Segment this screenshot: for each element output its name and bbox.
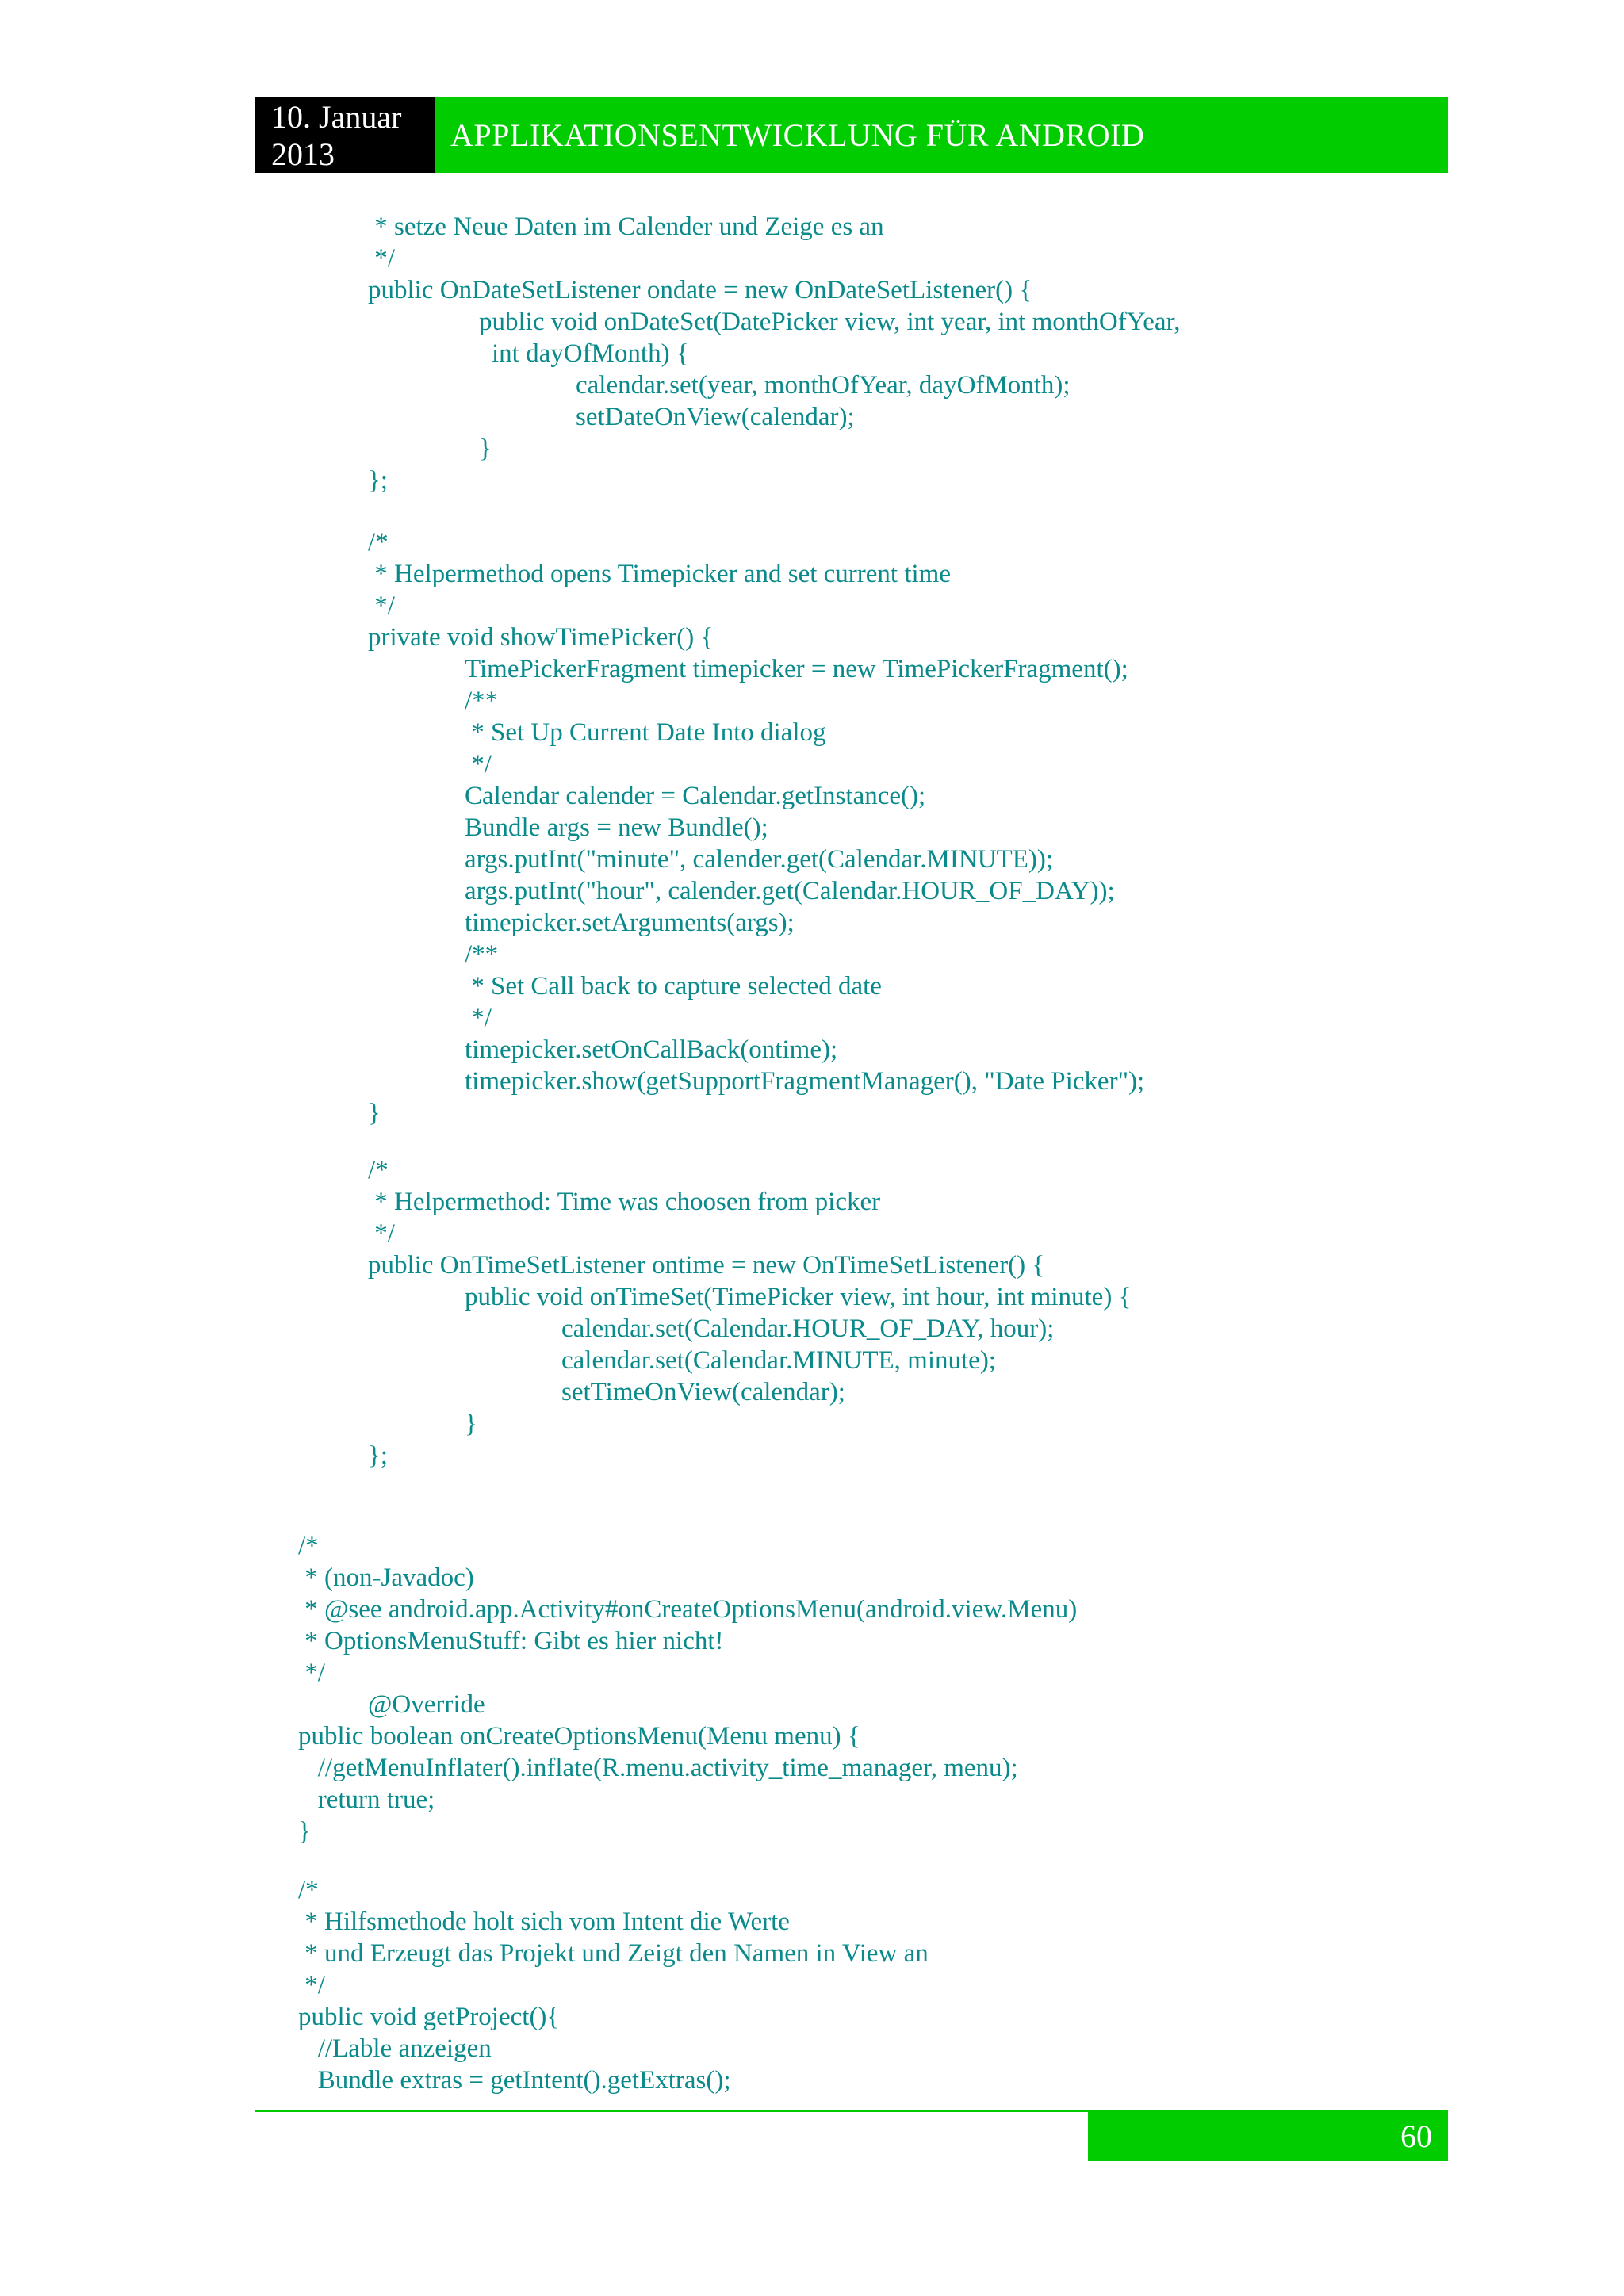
code-line: */ <box>298 1971 325 1999</box>
page-number: 60 <box>1088 2110 1448 2161</box>
code-line: */ <box>465 1004 492 1032</box>
code-line: * setze Neue Daten im Calender und Zeige es an <box>368 212 884 241</box>
code-line: args.putInt("minute", calender.get(Calendar.MINUTE)); <box>465 845 1054 874</box>
code-line: Bundle args = new Bundle(); <box>465 813 768 842</box>
code-line: */ <box>465 750 492 779</box>
code-line: * Helpermethod opens Timepicker and set current time <box>368 560 951 588</box>
code-line: */ <box>368 244 395 273</box>
code-line: calendar.set(year, monthOfYear, dayOfMonth); <box>576 371 1071 400</box>
code-line: calendar.set(Calendar.HOUR_OF_DAY, hour); <box>561 1314 1055 1343</box>
code-line: } <box>298 1817 311 1846</box>
code-line: setDateOnView(calendar); <box>576 403 855 431</box>
code-line: return true; <box>298 1785 435 1814</box>
header-date-day: 10. Januar <box>271 99 402 135</box>
code-line: /** <box>465 940 499 969</box>
code-line: }; <box>368 466 389 495</box>
code-line: */ <box>298 1659 325 1687</box>
code-line: /** <box>465 687 499 715</box>
code-line: timepicker.show(getSupportFragmentManager(), "Date Picker"); <box>465 1067 1145 1096</box>
code-line: timepicker.setOnCallBack(ontime); <box>465 1035 838 1064</box>
code-line: } <box>368 1099 381 1127</box>
code-line: }; <box>368 1441 389 1470</box>
code-line: } <box>479 434 492 463</box>
code-line: /* <box>298 1532 319 1560</box>
code-line: * @see android.app.Activity#onCreateOptionsMenu(android.view.Menu) <box>298 1595 1078 1624</box>
code-line: @Override <box>368 1690 485 1719</box>
code-line: * Set Call back to capture selected date <box>465 972 882 1001</box>
code-line: */ <box>368 591 395 620</box>
code-line: public OnDateSetListener ondate = new OnDateSetListener() { <box>368 276 1032 304</box>
code-line: setTimeOnView(calendar); <box>561 1378 845 1406</box>
code-line: */ <box>368 1219 395 1248</box>
code-line: * Hilfsmethode holt sich vom Intent die Werte <box>298 1908 790 1936</box>
code-line: * OptionsMenuStuff: Gibt es hier nicht! <box>298 1627 724 1655</box>
code-line: public void getProject(){ <box>298 2003 560 2031</box>
code-line: private void showTimePicker() { <box>368 623 714 652</box>
code-line: public boolean onCreateOptionsMenu(Menu menu) { <box>298 1722 860 1751</box>
code-line: args.putInt("hour", calender.get(Calendar.HOUR_OF_DAY)); <box>465 877 1115 905</box>
code-line: public OnTimeSetListener ontime = new OnTimeSetListener() { <box>368 1251 1045 1280</box>
code-line: int dayOfMonth) { <box>492 339 689 368</box>
code-line: * Set Up Current Date Into dialog <box>465 718 826 747</box>
code-line: Bundle extras = getIntent().getExtras(); <box>298 2066 731 2095</box>
code-line: * (non-Javadoc) <box>298 1563 474 1592</box>
code-line: * Helpermethod: Time was choosen from picker <box>368 1188 881 1216</box>
code-line: calendar.set(Calendar.MINUTE, minute); <box>561 1346 996 1375</box>
code-line: //Lable anzeigen <box>298 2034 492 2063</box>
code-line: /* <box>298 1876 319 1904</box>
code-line: * und Erzeugt das Projekt und Zeigt den Namen in View an <box>298 1939 929 1968</box>
code-line: public void onDateSet(DatePicker view, int year, int monthOfYear, <box>479 308 1181 336</box>
code-line: /* <box>368 1156 389 1184</box>
code-line: Calendar calender = Calendar.getInstance(); <box>465 782 926 810</box>
code-line: timepicker.setArguments(args); <box>465 909 795 937</box>
code-line: //getMenuInflater().inflate(R.menu.activity_time_manager, menu); <box>298 1754 1018 1782</box>
header-date-year: 2013 <box>271 136 335 172</box>
header-title: APPLIKATIONSENTWICKLUNG FÜR ANDROID <box>435 97 1448 173</box>
code-line: TimePickerFragment timepicker = new TimePickerFragment(); <box>465 655 1128 683</box>
code-line: public void onTimeSet(TimePicker view, int hour, int minute) { <box>465 1283 1132 1311</box>
code-line: /* <box>368 528 389 557</box>
code-line: } <box>465 1410 477 1438</box>
